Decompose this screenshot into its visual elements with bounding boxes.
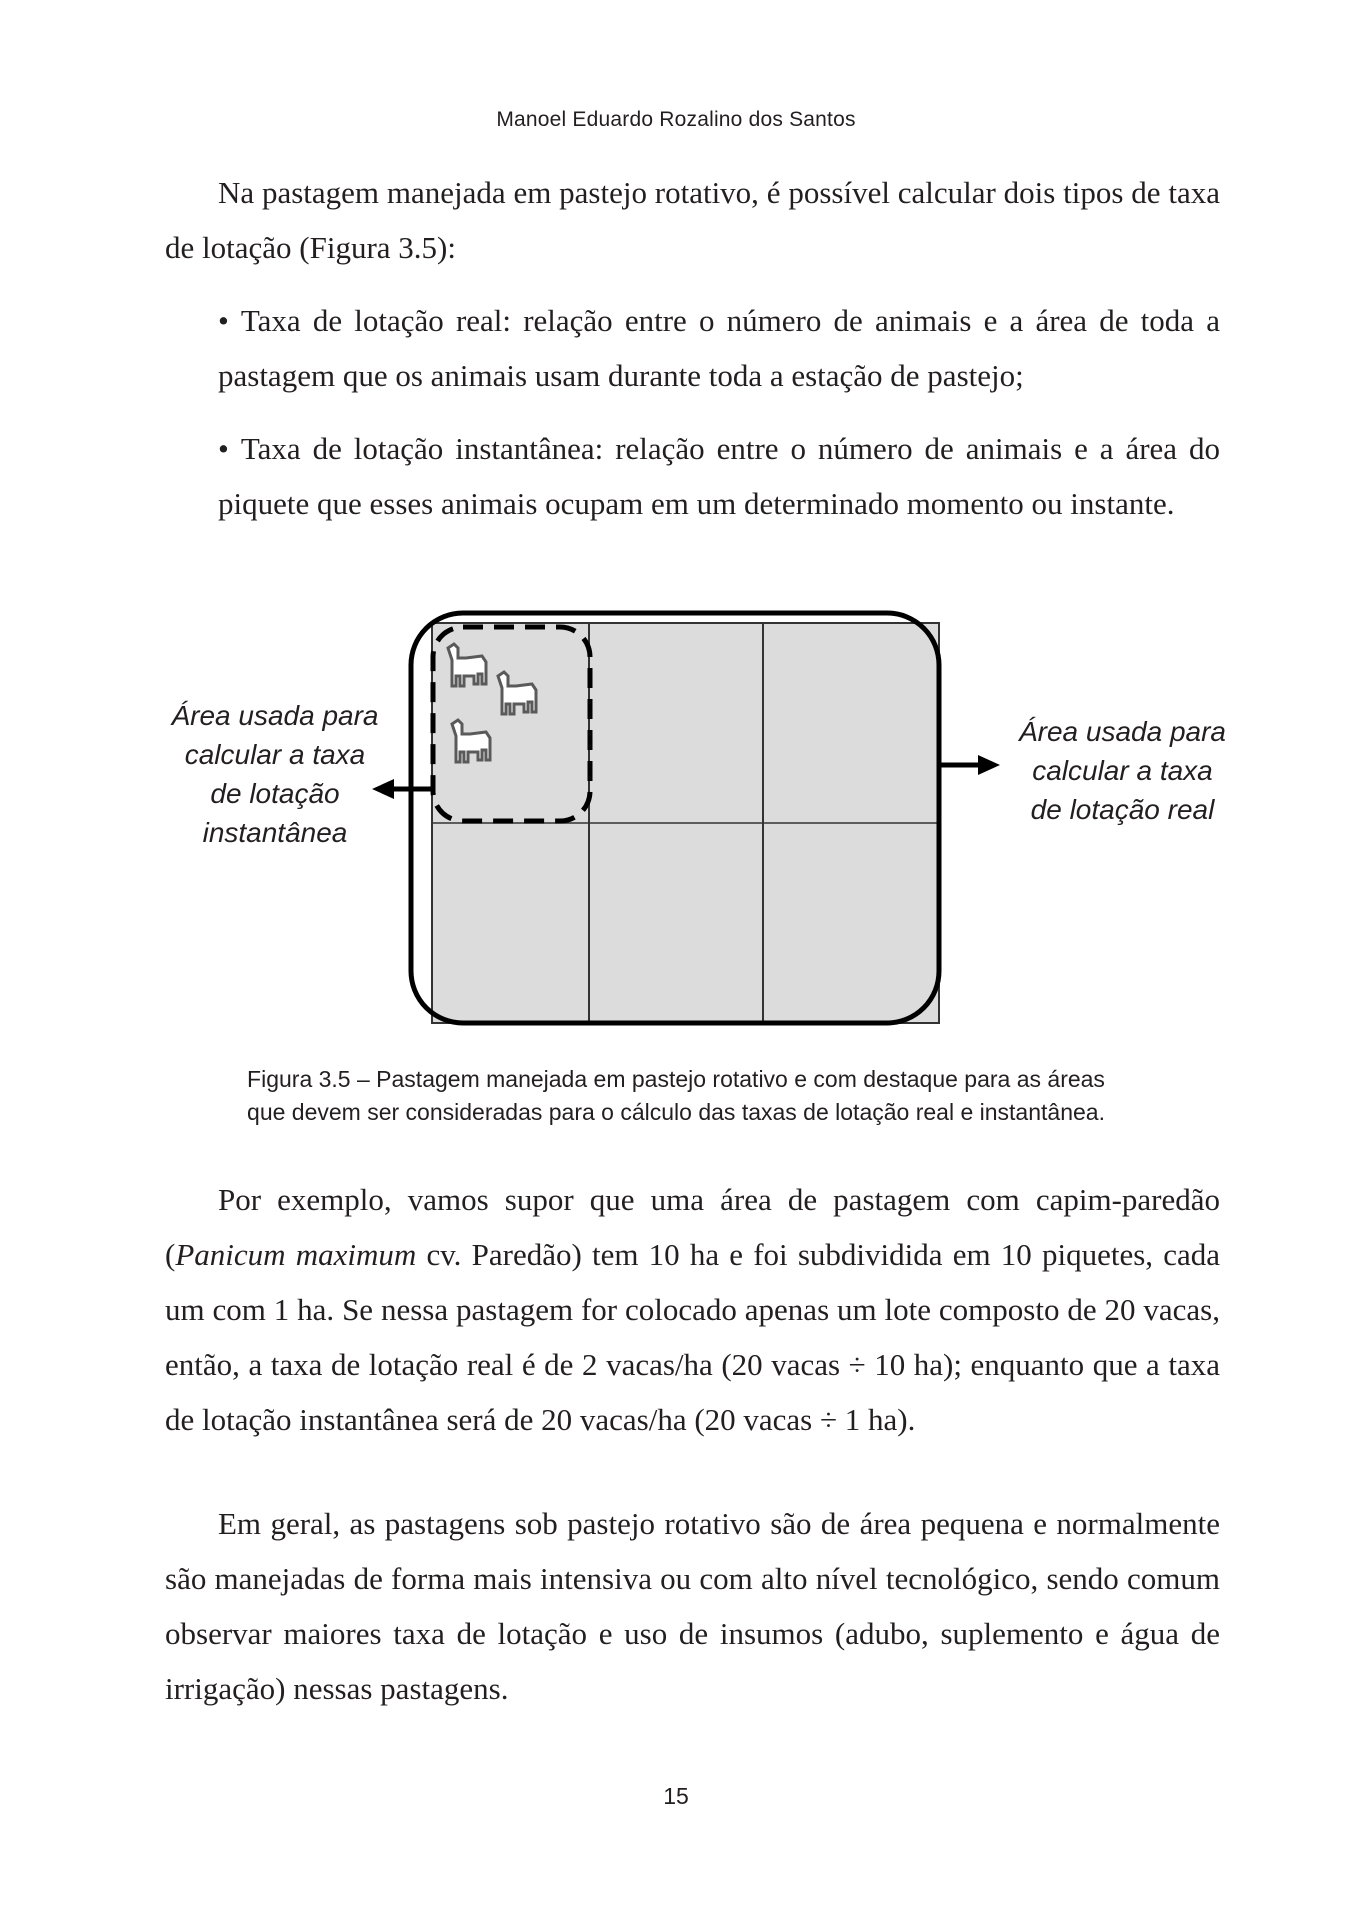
bullet-icon: • [218, 431, 229, 466]
figure-3-5 [0, 600, 1352, 1040]
species-name: Panicum maximum [175, 1237, 417, 1272]
intro-section [165, 165, 1220, 275]
bullet-text: Taxa de lotação real: relação entre o número de animais e a área de toda a pastagem que os animais usam durante toda a estação de pastejo; [218, 303, 1220, 393]
bullet-list [165, 293, 1220, 531]
arrow-right-icon [978, 755, 1000, 775]
intro-paragraph: Na pastagem manejada em pastejo rotativo, é possível calcular dois tipos de taxa de lotação (Figura 3.5): [165, 175, 1220, 265]
conclusion-paragraph: Em geral, as pastagens sob pastejo rotativo são de área pequena e normalmente são manejadas de forma mais intensiva ou com alto nível tecnológico, sendo comum observar maiores taxa de lotação e uso de insumos (adubo, suplemento e água de irrigação) nessas pastagens. [165, 1506, 1220, 1706]
instant-area-label: Área usada para calcular a taxa de lotação instantânea [171, 700, 379, 848]
conclusion-section [165, 1496, 1220, 1716]
example-section [165, 1172, 1220, 1447]
bullet-item-real [165, 293, 1220, 403]
bullet-text: Taxa de lotação instantânea: relação entre o número de animais e a área do piquete que esses animais ocupam em um determinado momento ou instante. [218, 431, 1220, 521]
page-number: 15 [663, 1783, 689, 1809]
real-area-label: Área usada para calcular a taxa de lotação real [1018, 716, 1227, 825]
running-header: Manoel Eduardo Rozalino dos Santos [496, 108, 856, 131]
bullet-icon: • [218, 303, 229, 338]
example-paragraph: Por exemplo, vamos supor que uma área de pastagem com capim-paredão (Panicum maximum cv. Paredão) tem 10 ha e foi subdividida em 10 piquetes, cada um com 1 ha. Se nessa pastagem for colocado apenas um lote composto de 20 vacas, então, a taxa de lotação real é de 2 vacas/ha (20 vacas ÷ 10 ha); enquanto que a taxa de lotação instantânea será de 20 vacas/ha (20 vacas ÷ 1 ha). [165, 1182, 1220, 1437]
figure-caption: Figura 3.5 – Pastagem manejada em pastejo rotativo e com destaque para as áreas que devem ser consideradas para o cálculo das taxas de lotação real e instantânea. [247, 1066, 1105, 1125]
bullet-item-instantanea [165, 421, 1220, 531]
